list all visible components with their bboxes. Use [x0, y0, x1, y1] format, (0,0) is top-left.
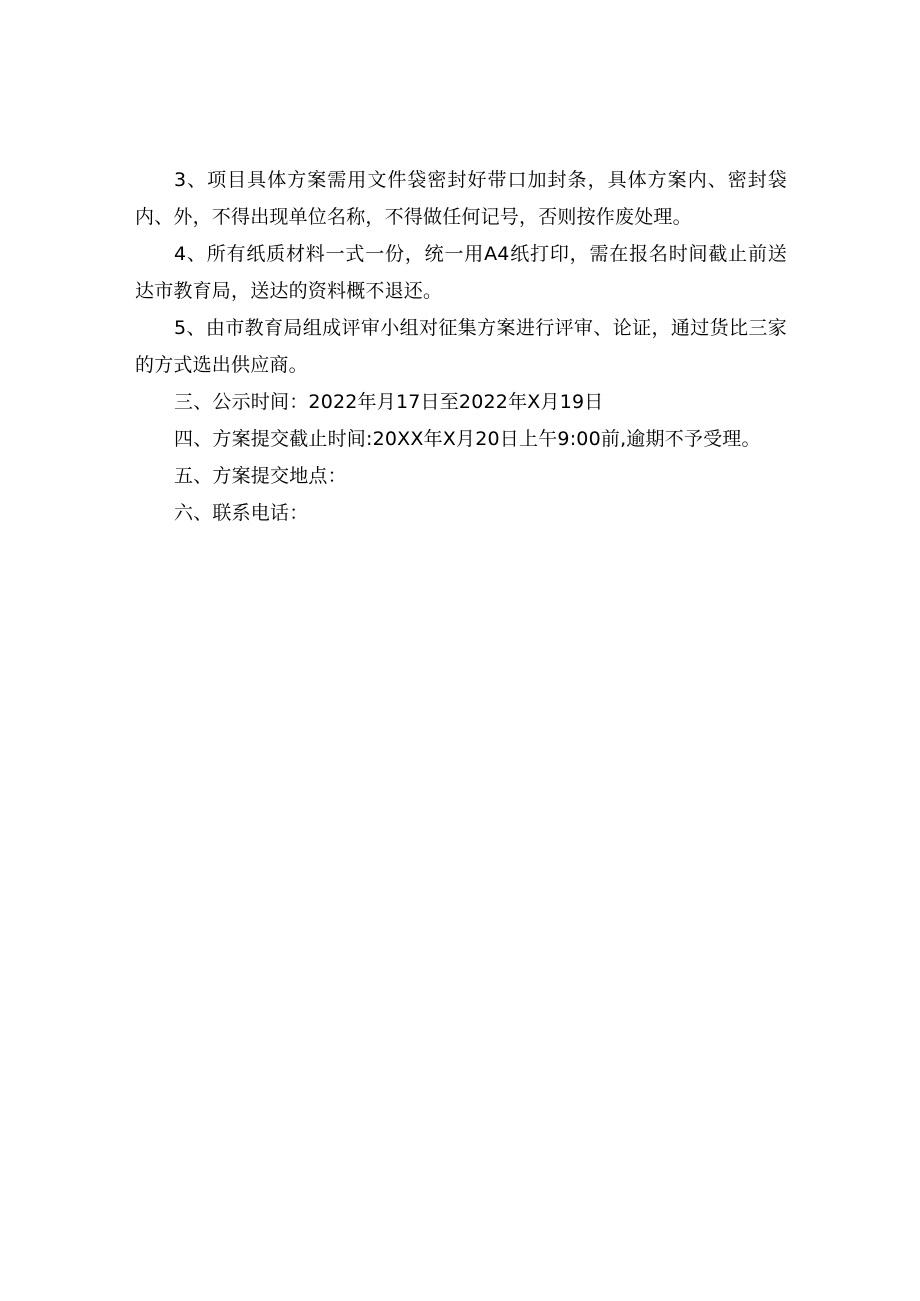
submission-deadline: 四、方案提交截止时间:20XX年X月20日上午9:00前,逾期不予受理。 — [174, 428, 761, 450]
paragraph-item-4: 4、所有纸质材料一式一份，统一用A4纸打印，需在报名时间截止前送达市教育局，送达的资料概不退还。 — [135, 243, 787, 302]
submission-location: 五、方案提交地点： — [174, 465, 347, 487]
publicity-time: 三、公示时间：2022年月17日至2022年X月19日 — [174, 391, 604, 413]
document-body — [135, 162, 787, 532]
contact-phone: 六、联系电话： — [174, 502, 309, 524]
paragraph-item-5: 5、由市教育局组成评审小组对征集方案进行评审、论证，通过货比三家的方式选出供应商。 — [135, 317, 787, 376]
paragraph-item-3: 3、项目具体方案需用文件袋密封好带口加封条，具体方案内、密封袋内、外，不得出现单位名称，不得做任何记号，否则按作废处理。 — [135, 169, 787, 228]
